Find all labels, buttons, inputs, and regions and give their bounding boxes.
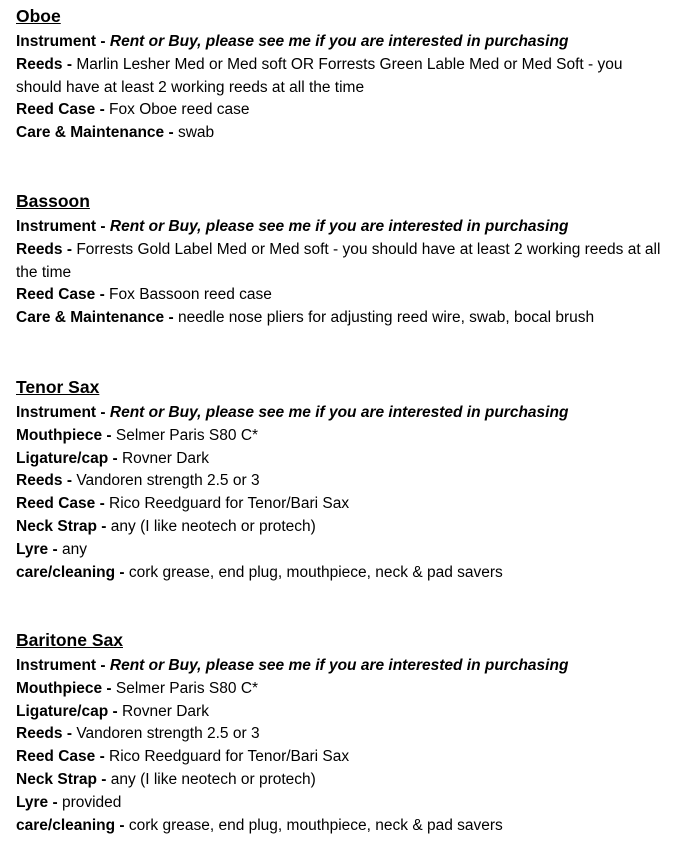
line-care-cleaning: care/cleaning - cork grease, end plug, mouthpiece, neck & pad savers bbox=[16, 563, 503, 581]
line-lyre: Lyre - provided bbox=[16, 793, 122, 811]
line-label: Lyre bbox=[16, 540, 49, 558]
line-instrument: Instrument - Rent or Buy, please see me if you are interested in purchasing bbox=[16, 404, 569, 421]
line-value: Rovner Dark bbox=[121, 449, 209, 467]
line-neck-strap: Neck Strap - any (I like neotech or protech) bbox=[16, 517, 316, 535]
line-label: Instrument bbox=[16, 33, 97, 50]
line-label: Neck Strap bbox=[16, 517, 97, 535]
line-label: Care & Maintenance bbox=[16, 309, 165, 327]
line-reed-case: Reed Case - Fox Oboe reed case bbox=[16, 101, 250, 119]
line-instrument: Instrument - Rent or Buy, please see me if you are interested in purchasing bbox=[16, 218, 569, 235]
line-value: any bbox=[61, 540, 87, 558]
line-mouthpiece: Mouthpiece - Selmer Paris S80 C* bbox=[16, 426, 259, 444]
line-reeds: Reeds - Vandoren strength 2.5 or 3 bbox=[16, 472, 260, 490]
line-label: Mouthpiece bbox=[16, 679, 103, 697]
line-instrument: Instrument - Rent or Buy, please see me if you are interested in purchasing bbox=[16, 657, 569, 674]
line-label: care/cleaning bbox=[16, 816, 116, 834]
line-ligature: Ligature/cap - Rovner Dark bbox=[16, 702, 209, 720]
line-value: Rent or Buy, please see me if you are interested in purchasing bbox=[109, 218, 569, 235]
line-instrument: Instrument - Rent or Buy, please see me if you are interested in purchasing bbox=[16, 33, 569, 50]
line-value: Forrests Gold Label Med or Med soft - you should have at least 2 working reeds at all the time bbox=[16, 240, 661, 281]
line-value: cork grease, end plug, mouthpiece, neck & pad savers bbox=[128, 816, 503, 834]
line-value: Rico Reedguard for Tenor/Bari Sax bbox=[109, 495, 350, 513]
line-value: Rent or Buy, please see me if you are interested in purchasing bbox=[109, 33, 569, 50]
line-label: Lyre bbox=[16, 793, 49, 811]
line-label: Reed Case bbox=[16, 748, 96, 766]
line-value: Rovner Dark bbox=[121, 702, 209, 720]
line-value: Fox Bassoon reed case bbox=[109, 286, 272, 304]
line-reed-case: Reed Case - Rico Reedguard for Tenor/Bari Sax bbox=[16, 495, 350, 513]
section-heading: Bassoon bbox=[16, 191, 90, 211]
line-care-maintenance: Care & Maintenance - swab bbox=[16, 124, 215, 142]
line-label: Instrument bbox=[16, 657, 97, 674]
section-baritone-sax bbox=[16, 628, 666, 837]
section-heading: Baritone Sax bbox=[16, 630, 123, 650]
line-value: Fox Oboe reed case bbox=[109, 101, 250, 119]
line-label: Care & Maintenance bbox=[16, 124, 165, 142]
line-label: Instrument bbox=[16, 218, 97, 235]
section-oboe bbox=[16, 4, 666, 145]
line-care-maintenance: Care & Maintenance - needle nose pliers for adjusting reed wire, swab, bocal brush bbox=[16, 309, 595, 327]
line-label: Reed Case bbox=[16, 101, 96, 119]
line-value: Rent or Buy, please see me if you are interested in purchasing bbox=[109, 404, 569, 421]
section-tenor-sax bbox=[16, 375, 666, 584]
line-reed-case: Reed Case - Fox Bassoon reed case bbox=[16, 286, 272, 304]
line-label: care/cleaning bbox=[16, 563, 116, 581]
line-care-cleaning: care/cleaning - cork grease, end plug, mouthpiece, neck & pad savers bbox=[16, 816, 503, 834]
line-value: Selmer Paris S80 C* bbox=[115, 679, 259, 697]
line-ligature: Ligature/cap - Rovner Dark bbox=[16, 449, 209, 467]
line-reeds: Reeds - Marlin Lesher Med or Med soft OR Forrests Green Lable Med or Med Soft - you should have at least 2 working reeds at all the time bbox=[16, 55, 623, 96]
section-heading: Oboe bbox=[16, 6, 61, 26]
section-heading: Tenor Sax bbox=[16, 377, 100, 397]
line-value: Marlin Lesher Med or Med soft OR Forrests Green Lable Med or Med Soft - you should have at least 2 working reeds at all the time bbox=[16, 55, 623, 96]
line-label: Reeds bbox=[16, 725, 63, 743]
line-label: Mouthpiece bbox=[16, 426, 103, 444]
line-reeds: Reeds - Forrests Gold Label Med or Med soft - you should have at least 2 working reeds at all the time bbox=[16, 240, 661, 281]
line-label: Reeds bbox=[16, 240, 63, 258]
line-label: Reeds bbox=[16, 55, 63, 73]
line-label: Reeds bbox=[16, 472, 63, 490]
line-value: Rent or Buy, please see me if you are interested in purchasing bbox=[109, 657, 569, 674]
line-value: cork grease, end plug, mouthpiece, neck & pad savers bbox=[128, 563, 503, 581]
line-reed-case: Reed Case - Rico Reedguard for Tenor/Bari Sax bbox=[16, 748, 350, 766]
line-label: Reed Case bbox=[16, 286, 96, 304]
line-label: Instrument bbox=[16, 404, 97, 421]
line-value: needle nose pliers for adjusting reed wire, swab, bocal brush bbox=[177, 309, 595, 327]
line-value: Selmer Paris S80 C* bbox=[115, 426, 259, 444]
line-label: Ligature/cap bbox=[16, 702, 109, 720]
line-label: Reed Case bbox=[16, 495, 96, 513]
line-label: Neck Strap bbox=[16, 770, 97, 788]
line-value: Vandoren strength 2.5 or 3 bbox=[76, 472, 260, 490]
section-bassoon bbox=[16, 189, 666, 330]
line-label: Ligature/cap bbox=[16, 449, 109, 467]
line-value: Vandoren strength 2.5 or 3 bbox=[76, 725, 260, 743]
line-value: Rico Reedguard for Tenor/Bari Sax bbox=[109, 748, 350, 766]
line-value: provided bbox=[61, 793, 122, 811]
line-value: swab bbox=[177, 124, 215, 142]
line-neck-strap: Neck Strap - any (I like neotech or protech) bbox=[16, 770, 316, 788]
line-value: any (I like neotech or protech) bbox=[110, 770, 316, 788]
line-reeds: Reeds - Vandoren strength 2.5 or 3 bbox=[16, 725, 260, 743]
line-value: any (I like neotech or protech) bbox=[110, 517, 316, 535]
line-mouthpiece: Mouthpiece - Selmer Paris S80 C* bbox=[16, 679, 259, 697]
line-lyre: Lyre - any bbox=[16, 540, 87, 558]
